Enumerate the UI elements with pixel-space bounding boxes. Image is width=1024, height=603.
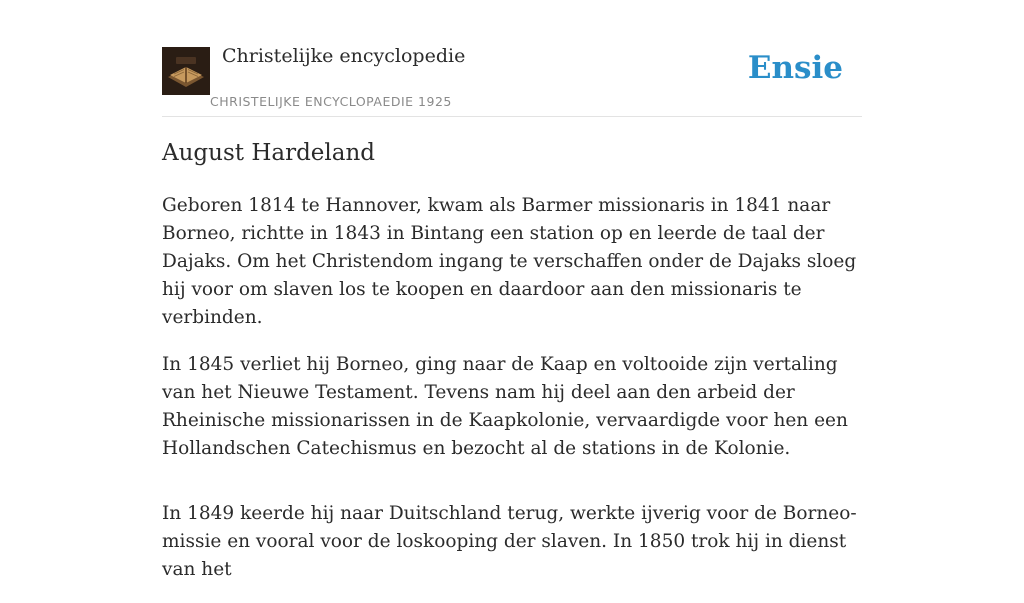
book-image-icon <box>162 47 210 95</box>
source-subtitle: CHRISTELIJKE ENCYCLOPAEDIE 1925 <box>210 94 452 109</box>
article-paragraph: In 1845 verliet hij Borneo, ging naar de Kaap en voltooide zijn vertaling van het Nieuwe Testament. Tevens nam hij deel aan den arbeid der Rheinische missionarissen in de Kaapkolonie, vervaardigde voor hen een Hollandschen Catechismus en bezocht al de stations in de Kolonie. <box>162 354 848 459</box>
article-title: August Hardeland <box>162 140 376 166</box>
article-paragraph: Geboren 1814 te Hannover, kwam als Barmer missionaris in 1841 naar Borneo, richtte in 1843 in Bintang een station op en leerde de taal der Dajaks. Om het Christendom ingang te verschaffen onder de Dajaks sloeg hij voor om slaven los te koopen en daardoor aan den missionaris te verbinden. <box>162 195 857 328</box>
page <box>162 0 862 580</box>
brand-logo[interactable]: Ensie <box>747 50 843 86</box>
source-avatar[interactable] <box>162 47 210 95</box>
article-body <box>162 192 862 603</box>
source-title[interactable]: Christelijke encyclopedie <box>222 45 466 67</box>
article-paragraph: In 1849 keerde hij naar Duitschland terug, werkte ijverig voor de Borneo-missie en vooral voor de loskooping der slaven. In 1850 trok hij in dienst van het <box>162 503 857 580</box>
source-header <box>162 0 862 117</box>
